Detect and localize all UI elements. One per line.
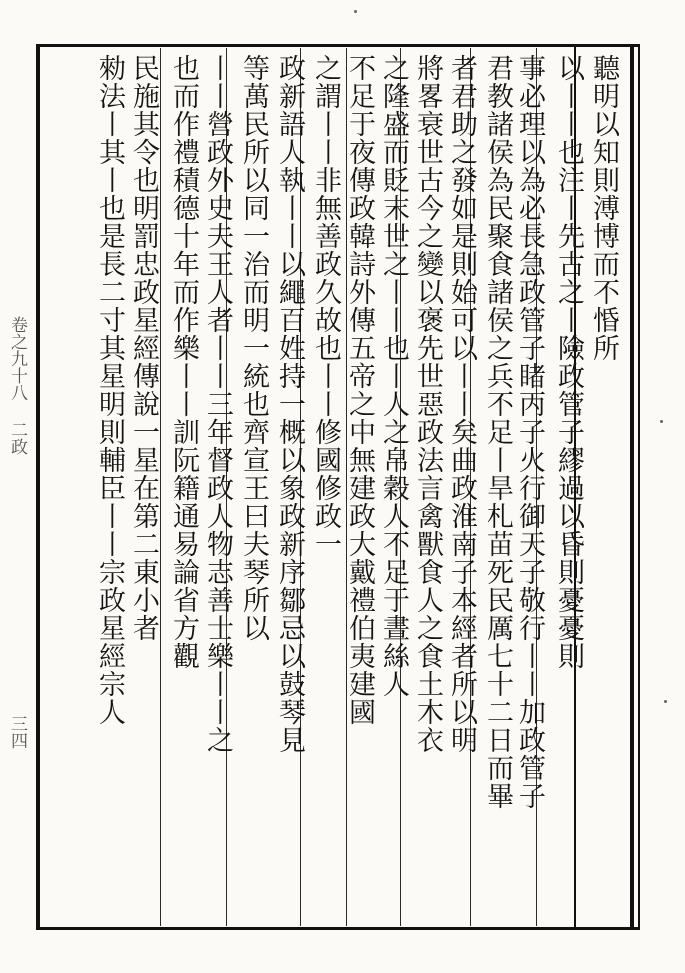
text-column-13: 也而作禮積德十年而作樂丨丨訓阮籍通易論省方觀 [168, 54, 199, 670]
scan-speck [660, 420, 663, 423]
text-column-4: 君教諸侯為民聚食諸侯之兵不足丨旱札苗死民厲七十二日而畢 [482, 54, 513, 810]
text-column-11: 等萬民所以同一治而明一統也齊宣王曰夫琴所以 [238, 54, 269, 642]
text-column-3: 事必理以為必長急政管子睹丙子火行御天子敬行丨丨加政管子 [514, 54, 545, 810]
text-column-5: 者君助之發如是則始可以丨丨矣曲政淮南子本經者所以明 [446, 54, 477, 754]
frame-border-right [630, 44, 634, 930]
text-column-9: 之謂丨丨非無善政久故也丨丨修國修政一 [310, 54, 341, 558]
text-column-10: 政新語人執丨丨以繩百姓持一概以象政新序鄒忌以鼓琴見 [274, 54, 305, 754]
scan-speck [354, 10, 357, 13]
text-column-8: 不足于夜傳政韓詩外傳五帝之中無建政大戴禮伯夷建國 [344, 54, 375, 726]
scan-speck [664, 700, 667, 703]
text-column-7: 之隆盛而貶末世之丨丨也丨人之帛穀人不足于晝絲人 [378, 54, 409, 698]
text-column-14: 民施其令也明罰忠政星經傳說一星在第二東小者 [128, 54, 159, 642]
page-number: 三四 [7, 715, 27, 749]
side-margin-label [0, 46, 34, 930]
side-margin-title: 卷之九十八 二政 [7, 316, 27, 455]
text-column-2: 以丨丨也注丨先古之丨險政管子繆過以昏則憂憂則 [553, 54, 584, 670]
text-column-6: 將畧衰世古今之變以褒先世惡政法言禽獸食人之食土木衣 [412, 54, 443, 754]
text-column-12: 丨丨營政外史夫王人者丨丨三年督政人物志善士樂丨丨之 [202, 54, 233, 754]
text-column-1: 聽明以知則溥博而不惛所 [588, 54, 619, 362]
text-column-15: 勑法丨其丨也是長二寸其星明則輔臣丨丨宗政星經宗人 [94, 54, 125, 726]
